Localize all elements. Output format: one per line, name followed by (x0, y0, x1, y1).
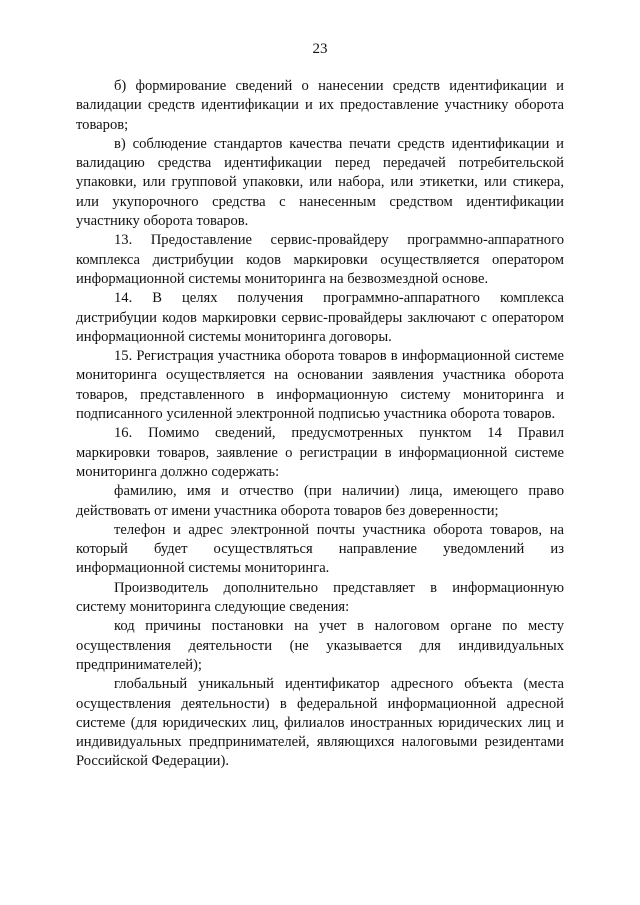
paragraph-16: 16. Помимо сведений, предусмотренных пунктом 14 Правил маркировки товаров, заявление о регистрации в информационной системе мониторинга должно содержать: (76, 425, 564, 480)
document-body (76, 77, 564, 772)
paragraph-16-name-item: фамилию, имя и отчество (при наличии) лица, имеющего право действовать от имени участника оборота товаров без доверенности; (76, 483, 564, 519)
paragraph-producer-kpp-item: код причины постановки на учет в налоговом органе по месту осуществления деятельности (не указывается для индивидуальных предпринимателей); (76, 618, 564, 673)
paragraph-producer-address-item: глобальный уникальный идентификатор адресного объекта (места осуществления деятельности) в федеральной информационной адресной системе (для юридических лиц, филиалов иностранных юридических лиц и индивидуальных предпринимателей, являющихся налоговыми резидентами Российской Федерации). (76, 676, 564, 770)
paragraph-16-contact-item: телефон и адрес электронной почты участника оборота товаров, на который будет осуществляться направление уведомлений из информационной системы мониторинга. (76, 521, 564, 577)
page-number: 23 (312, 41, 328, 57)
paragraph-b-identification-info: б) формирование сведений о нанесении средств идентификации и валидации средств идентификации и их предоставление участнику оборота товаров; (76, 78, 564, 133)
paragraph-producer-intro: Производитель дополнительно представляет в информационную систему мониторинга следующие сведения: (76, 579, 564, 616)
paragraph-15: 15. Регистрация участника оборота товаров в информационной системе мониторинга осуществляется на основании заявления участника оборота товаров, представленного в информационную систему мониторинга и подписанного усиленной электронной подписью участника оборота товаров. (76, 348, 564, 423)
paragraph-14: 14. В целях получения программно-аппаратного комплекса дистрибуции кодов маркировки сервис-провайдеры заключают с оператором информационной системы мониторинга договоры. (76, 290, 564, 345)
paragraph-v-print-quality: в) соблюдение стандартов качества печати средств идентификации и валидацию средства идентификации перед передачей потребительской упаковки, или групповой упаковки, или набора, или этикетки, или стикера, или укупорочного средства с нанесенным средством идентификации участнику оборота товаров. (76, 135, 564, 230)
paragraph-13: 13. Предоставление сервис-провайдеру программно-аппаратного комплекса дистрибуции кодов маркировки осуществляется оператором информационной системы мониторинга на безвозмездной основе. (76, 232, 564, 287)
